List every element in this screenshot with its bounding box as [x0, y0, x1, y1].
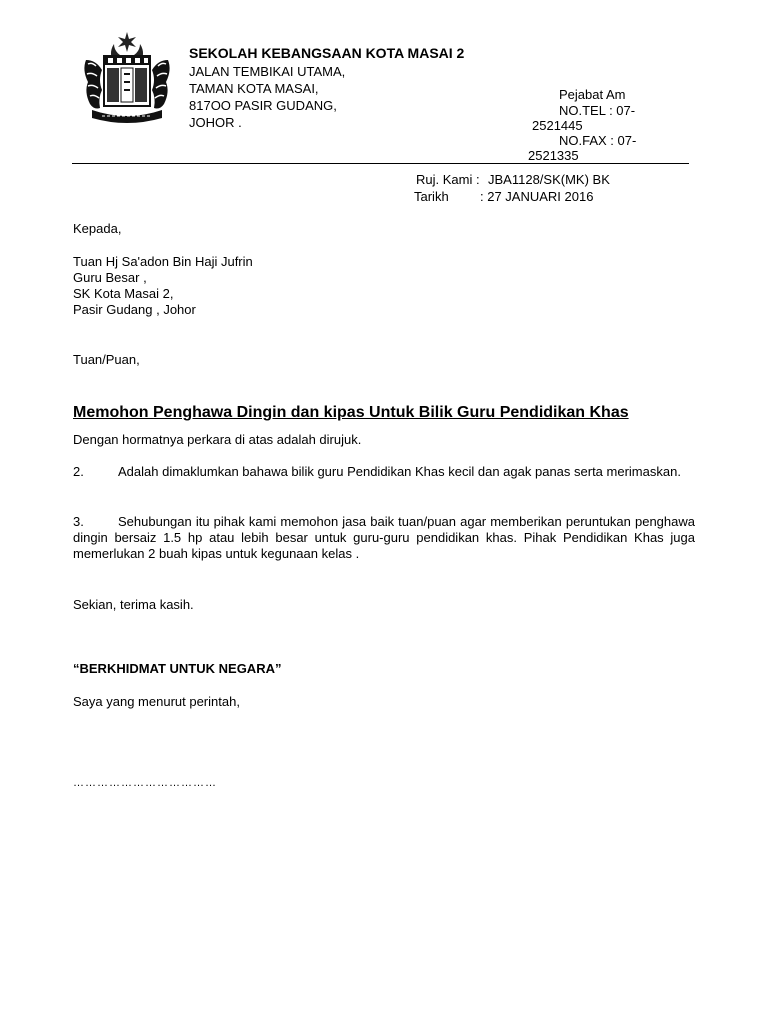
- paragraph-3: [73, 514, 695, 562]
- tel-label: NO.TEL : 07-: [559, 103, 636, 118]
- ref-value: JBA1128/SK(MK) BK: [488, 172, 610, 187]
- greeting: Tuan/Puan,: [73, 352, 140, 367]
- recipient-line-1: Tuan Hj Sa'adon Bin Haji Jufrin: [73, 254, 253, 269]
- address-line-1: JALAN TEMBIKAI UTAMA,: [189, 64, 346, 79]
- address-line-2: TAMAN KOTA MASAI,: [189, 81, 319, 96]
- tel-number: 2521445: [532, 118, 583, 133]
- fax-number: 2521335: [528, 148, 579, 163]
- fax-label: NO.FAX : 07-: [559, 133, 637, 148]
- address-line-4: JOHOR .: [189, 115, 242, 130]
- ref-label: Ruj. Kami :: [416, 172, 480, 187]
- paragraph-3-number: 3.: [73, 514, 84, 529]
- recipient-heading: Kepada,: [73, 221, 122, 236]
- coat-of-arms-icon: [78, 30, 176, 128]
- school-name: SEKOLAH KEBANGSAAN KOTA MASAI 2: [189, 45, 465, 61]
- office-label: Pejabat Am: [559, 87, 626, 102]
- motto: “BERKHIDMAT UNTUK NEGARA”: [73, 661, 282, 676]
- header-divider: [72, 163, 689, 164]
- paragraph-3-text: Sehubungan itu pihak kami memohon jasa baik tuan/puan agar memberikan peruntukan penghawa dingin bersaiz 1.5 hp atau lebih besar untuk guru-guru pendidikan khas. Pihak Pendidikan Khas juga memerlukan 2 buah kipas untuk kegunaan kelas .: [73, 514, 695, 561]
- signature-line: ………………………………: [73, 777, 217, 789]
- recipient-line-4: Pasir Gudang , Johor: [73, 302, 196, 317]
- letter-subject: Memohon Penghawa Dingin dan kipas Untuk Bilik Guru Pendidikan Khas: [73, 404, 629, 421]
- date-value: : 27 JANUARI 2016: [480, 189, 594, 204]
- sign-off: Saya yang menurut perintah,: [73, 694, 240, 709]
- paragraph-1: Dengan hormatnya perkara di atas adalah dirujuk.: [73, 432, 362, 447]
- paragraph-2: [73, 464, 695, 480]
- paragraph-2-number: 2.: [73, 464, 84, 479]
- paragraph-2-text: Adalah dimaklumkan bahawa bilik guru Pendidikan Khas kecil dan agak panas serta merimaskan.: [118, 464, 681, 479]
- date-label: Tarikh: [414, 189, 449, 204]
- recipient-line-3: SK Kota Masai 2,: [73, 286, 174, 301]
- closing-thanks: Sekian, terima kasih.: [73, 597, 194, 612]
- recipient-line-2: Guru Besar ,: [73, 270, 147, 285]
- address-line-3: 817OO PASIR GUDANG,: [189, 98, 337, 113]
